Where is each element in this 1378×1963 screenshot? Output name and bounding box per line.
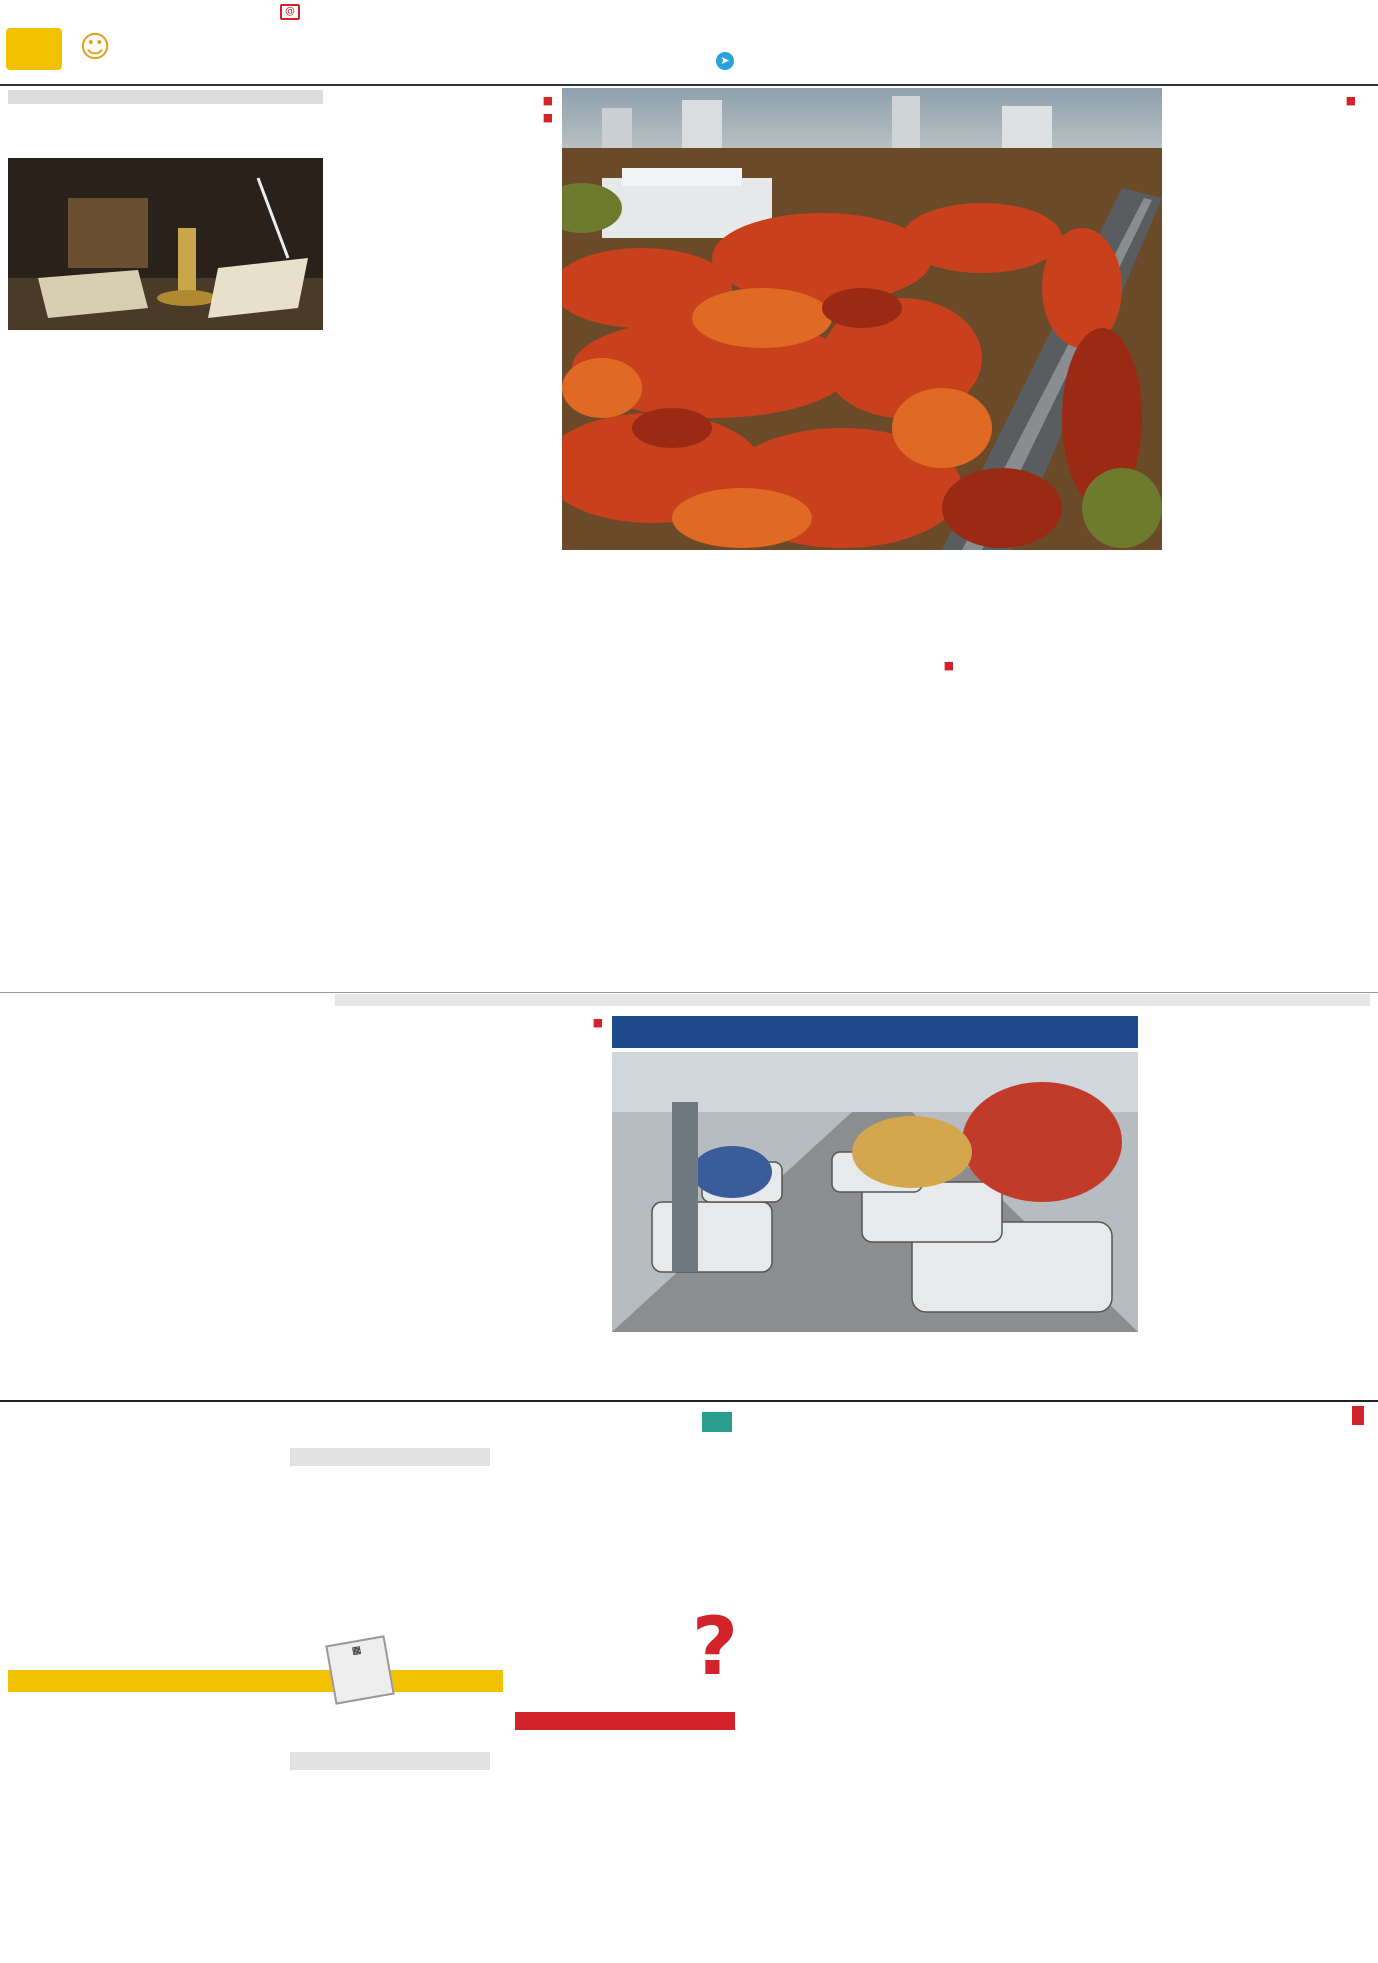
crossword-answer-grid [515,1734,733,1952]
news-tag [8,90,323,104]
question-mark-icon: ? [691,1600,739,1693]
sudoku-hard-grid[interactable] [14,1700,280,1948]
crossword-col-numbers [760,1528,1135,1544]
main-sub1 [1158,94,1356,107]
sudoku-body [290,1836,490,1946]
nowruz-col1 [1148,1012,1356,1382]
telegram-icon: ➤ [716,52,734,70]
traffic-cars-photo [612,1052,1138,1332]
answer-title [515,1712,735,1730]
crossword-grid-wrap [760,1528,1162,1956]
answer-easy-label [660,1440,674,1530]
logo [1228,16,1360,74]
answer-no [702,1412,732,1432]
designer-credit [500,1800,512,1950]
crossword-number [1352,1406,1364,1425]
news-title [8,108,323,158]
sudoku-hard-answer [515,1566,655,1706]
main-kicker [560,550,980,580]
sudoku-number [430,1660,500,1700]
nowruz-col4 [335,1012,603,1382]
theater-masks-icon: ☺ [79,30,111,65]
main-col-far [562,655,752,965]
email-icon: @ [280,4,300,20]
nowruz-tag [335,994,1370,1006]
main-headline [562,582,1162,644]
main-col-right [1158,90,1356,965]
answer-hard-label [660,1560,674,1680]
main-col-mid [962,655,1158,965]
nowruz-col2 [880,1336,1138,1386]
crossword-top-col3 [740,1410,992,1520]
sudoku-hard-label [290,1752,490,1770]
column2 [335,90,553,965]
nowruz-col3 [612,1336,870,1386]
crossword-horizontal [1180,1436,1370,1556]
main-sub2 [760,659,954,672]
puzzle-divider [0,1400,1378,1402]
row-divider [0,992,1378,993]
news2-title [8,1036,323,1066]
sudoku-rules [290,1542,490,1652]
nowruz-col4-sub [335,1016,603,1029]
crossword-row-numbers [1140,1546,1162,1951]
column2-sub2 [335,111,553,124]
sudoku-easy-label [290,1448,490,1466]
valiasr-street-photo [562,88,1162,550]
news-body [8,336,323,956]
news2-body [8,1070,323,1380]
crossword-grid[interactable] [761,1546,1136,1951]
crossword-top-col2 [1000,1410,1176,1520]
sudoku-easy-grid[interactable] [14,1412,280,1660]
sealed-letters-photo [8,158,323,330]
masthead [0,0,1378,86]
column2-sub1 [335,94,553,107]
telegram-box[interactable] [738,48,918,78]
sudoku-easy-answer [515,1418,655,1558]
nowruz-title [612,1016,1138,1048]
sudoku-yellow-bar [8,1670,503,1692]
crossword-vertical [1180,1560,1370,1956]
page-number [6,28,62,70]
crossword-title-bar [1180,1406,1370,1432]
sudoku-cube-icon: ▦ [325,1635,395,1705]
main-col-left [760,655,954,965]
